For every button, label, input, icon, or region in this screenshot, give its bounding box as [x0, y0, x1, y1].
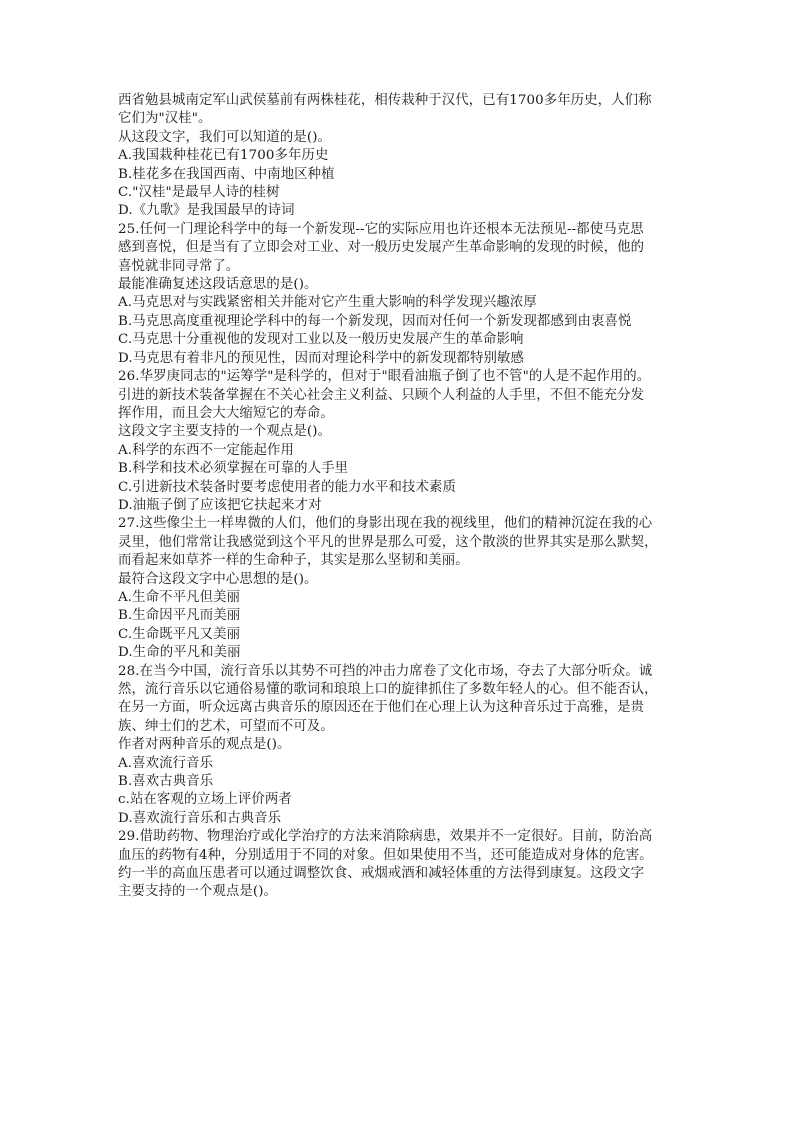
answer-option: C.马克思十分重视他的发现对工业以及一般历史发展产生的革命影响 — [118, 332, 524, 348]
question-prompt: 这段文字主要支持的一个观点是()。 — [118, 424, 332, 440]
question-prompt: 从这段文字，我们可以知道的是()。 — [118, 129, 332, 145]
question-text: 而看起来如草芥一样的生命种子，其实是那么坚韧和美丽。 — [118, 553, 469, 569]
question-text: 挥作用，而且会大大缩短它的寿命。 — [118, 405, 334, 421]
answer-option: D.油瓶子倒了应该把它扶起来才对 — [118, 497, 322, 513]
question-prompt: 作者对两种音乐的观点是()。 — [118, 737, 291, 753]
answer-option: A.科学的东西不一定能起作用 — [118, 442, 295, 458]
question-prompt: 最能准确复述这段话意思的是()。 — [118, 277, 318, 293]
question-text: 引进的新技术装备掌握在不关心社会主义利益、只顾个人利益的人手里，不但不能充分发 — [118, 387, 645, 403]
question-text: 在另一方面，听众远离古典音乐的原因还在于他们在心理上认为这种音乐过于高雅，是贵 — [118, 700, 645, 716]
question-text: 感到喜悦，但是当有了立即会对工业、对一般历史发展产生革命影响的发现的时候，他的 — [118, 240, 645, 256]
answer-option: C.引进新技术装备时要考虑使用者的能力水平和技术素质 — [118, 479, 456, 495]
answer-option: A.马克思对与实践紧密相关并能对它产生重大影响的科学发现兴趣浓厚 — [118, 295, 537, 311]
question-text: 27.这些像尘土一样卑微的人们，他们的身影出现在我的视线里，他们的精神沉淀在我的心 — [118, 516, 653, 532]
answer-option: A.我国栽种桂花已有1700多年历史 — [118, 148, 329, 164]
question-text: 26.华罗庚同志的"运筹学"是科学的，但对于"眼看油瓶子倒了也不管"的人是不起作用的。 — [118, 369, 651, 385]
question-prompt: 主要支持的一个观点是()。 — [118, 884, 278, 900]
answer-option: D.《九歌》是我国最早的诗词 — [118, 203, 295, 219]
answer-option: C.生命既平凡又美丽 — [118, 626, 241, 642]
text-line: 西省勉县城南定军山武侯墓前有两株桂花，相传栽种于汉代，已有1700多年历史，人们称 — [118, 93, 652, 108]
answer-option: D.生命的平凡和美丽 — [118, 645, 241, 661]
answer-option: A.喜欢流行音乐 — [118, 755, 214, 771]
answer-option: D.喜欢流行音乐和古典音乐 — [118, 810, 282, 826]
answer-option: c.站在客观的立场上评价两者 — [118, 792, 292, 808]
text-line: 它们为"汉桂"。 — [118, 111, 212, 127]
question-text: 28.在当今中国，流行音乐以其势不可挡的冲击力席卷了文化市场，夺去了大部分听众。诚 — [118, 663, 653, 679]
question-text: 然，流行音乐以它通俗易懂的歌词和琅琅上口的旋律抓住了多数年轻人的心。但不能否认， — [118, 682, 658, 697]
answer-option: B.马克思高度重视理论学科中的每一个新发现，因而对任何一个新发现都感到由衷喜悦 — [118, 313, 632, 329]
answer-option: D.马克思有着非凡的预见性，因而对理论科学中的新发现都特别敏感 — [118, 350, 524, 366]
question-text: 25.任何一门理论科学中的每一个新发现--它的实际应用也许还根本无法预见--都使马克思 — [118, 221, 644, 237]
answer-option: C."汉桂"是最早人诗的桂树 — [118, 185, 280, 201]
question-prompt: 最符合这段文字中心思想的是()。 — [118, 571, 318, 587]
question-text: 29.借助药物、物理治疗或化学治疗的方法来消除病患，效果并不一定很好。目前，防治高 — [118, 829, 653, 845]
question-text: 约一半的高血压患者可以通过调整饮食、戒烟戒酒和减轻体重的方法得到康复。这段文字 — [118, 866, 645, 882]
question-text: 族、绅士们的艺术，可望而不可及。 — [118, 718, 334, 734]
answer-option: B.生命因平凡而美丽 — [118, 608, 241, 624]
question-text: 血压的药物有4种，分别适用于不同的对象。但如果使用不当，还可能造成对身体的危害。 — [118, 847, 653, 863]
answer-option: B.桂花多在我国西南、中南地区种植 — [118, 166, 335, 182]
answer-option: B.科学和技术必须掌握在可靠的人手里 — [118, 461, 349, 477]
question-text: 灵里，他们常常让我感觉到这个平凡的世界是那么可爱，这个散淡的世界其实是那么默契， — [118, 534, 658, 550]
question-text: 喜悦就非同寻常了。 — [118, 258, 240, 274]
answer-option: B.喜欢古典音乐 — [118, 774, 214, 790]
document-body — [118, 92, 678, 902]
answer-option: A.生命不平凡但美丽 — [118, 589, 241, 605]
